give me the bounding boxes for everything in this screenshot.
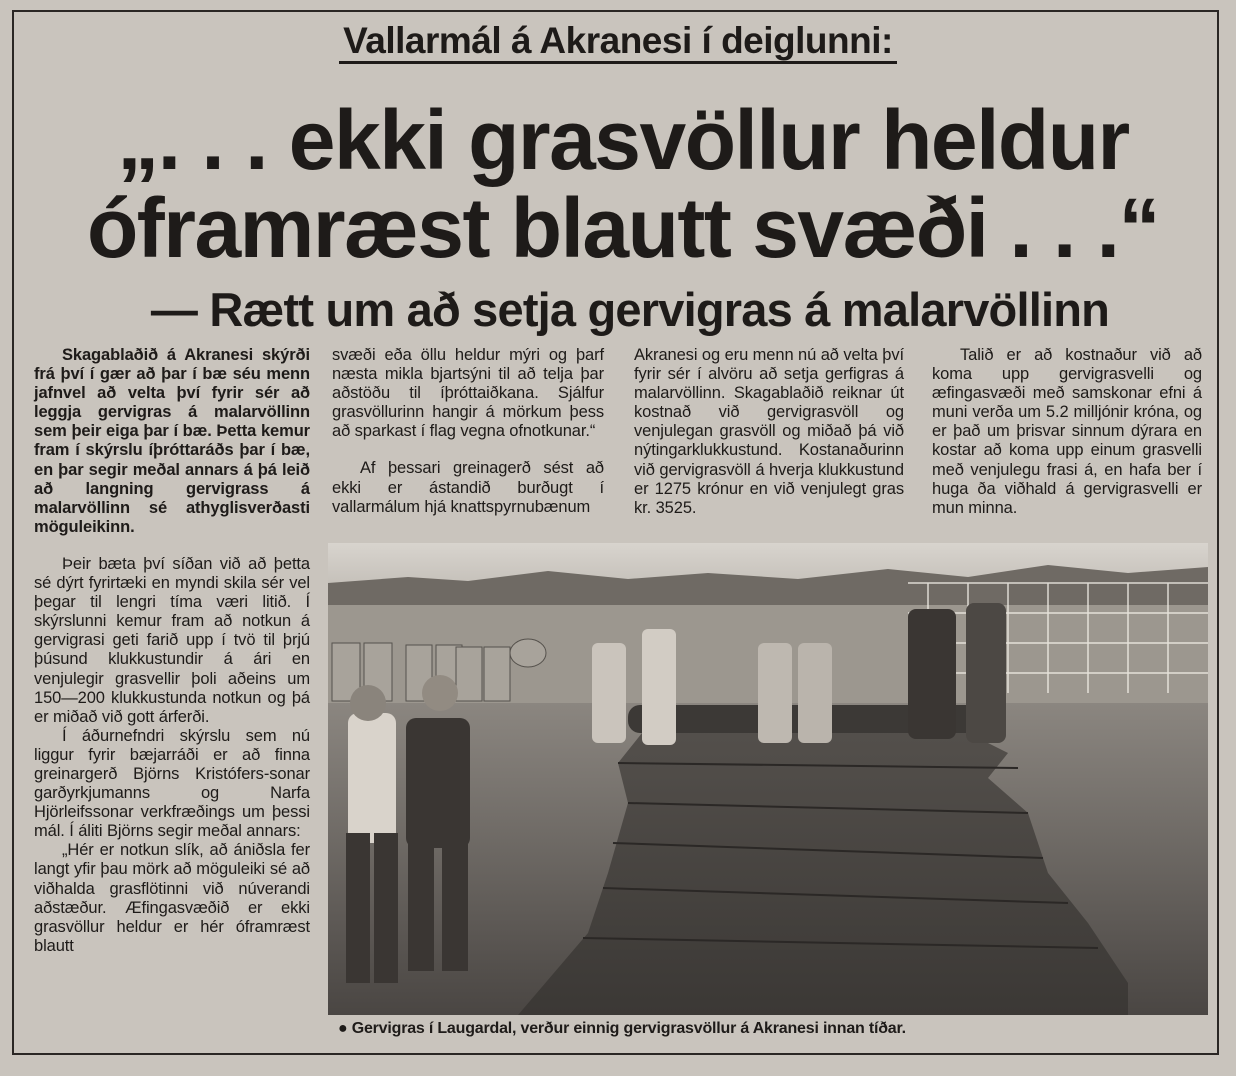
paragraph: Af þessari greinagerð sést að ekki er ástandið burðugt í vallarmálum hjá knattspyrnubænum	[332, 459, 604, 516]
paragraph: svæði eða öllu heldur mýri og þarf næsta mikla bjartsýni til að telja þar aðstöðu til íþróttaiðkana. Sjálfur grasvöllurinn hangir á mörkum þess að sparkast í flag vegna ofnotkunar.“	[332, 346, 604, 441]
headline-line-2: óframræst blautt svæði . . .“	[86, 181, 1160, 275]
lead-paragraph: Skagablaðið á Akranesi skýrði frá því í gær að þar í bæ séu menn jafnvel að velta því fyrir sér að leggja gervigras á malarvöllinn sem þeir eiga þar í bæ. Þetta kemur fram í skýrslu íþróttaráðs þar í bæ, en þar segir meðal annars á þá leið að langning gervigrass á malarvöllinn sé athyglisverðasti möguleikinn.	[34, 346, 310, 536]
text-column-4	[932, 346, 1202, 518]
quote-paragraph: „Hér er notkun slík, að ániðsla fer langt yfir þau mörk að möguleiki sé að viðhalda grasflötinni við núverandi aðstæður. Æfingasvæðið er ekki grasvöllur heldur er hér óframræst blautt	[34, 841, 310, 955]
paragraph: Talið er að kostnaður við að koma upp gervigrasvelli og æfingasvæði með samskonar efni á muni verða um 5.2 milljónir króna, og er það um þrisvar sinnum dýrara en kostar að koma upp einum grasvelli með venjulegu frasi á, en hafa ber í huga ða viðhald á gervigrasvelli er mun minna.	[932, 346, 1202, 517]
paragraph: Akranesi og eru menn nú að velta því fyrir sér í alvöru að setja gerfigras á malarvöllinn. Skagablaðið reiknar út kostnað við gervigrasvöll og venjulegan grasvöll og miðað þá við nýtingarklukkustund. Kostanaðurinn við gervigrasvöll á hverja klukkustund er 1275 krónur en við venjulegt gras kr. 3525.	[634, 346, 904, 517]
paragraph: Þeir bæta því síðan við að þetta sé dýrt fyrirtæki en myndi skila sér vel þegar til lengri tíma væri litið. Í skýrslunni kemur fram að notkun á gervigrasi geti farið upp í tvö til þrjú þúsund klukkustundir á ári en venjulegir grasvellir þoli aðeins um 150—200 klukkustunda notkun og þá er miðað við gott árferði.	[34, 554, 310, 726]
subheadline: — Rætt um að setja gervigras á malarvöllinn	[150, 283, 1110, 336]
headline	[28, 93, 1218, 275]
text-column-2	[332, 346, 604, 517]
article-kicker: Vallarmál á Akranesi í deiglunni:	[0, 20, 1236, 62]
text-column-3	[634, 346, 904, 518]
article-photo	[328, 543, 1208, 1015]
photo-illustration	[328, 543, 1208, 1015]
headline-line-1: „. . . ekki grasvöllur heldur	[117, 93, 1129, 187]
photo-caption: ● Gervigras í Laugardal, verður einnig gervigrasvöllur á Akranesi innan tíðar.	[338, 1020, 906, 1037]
text-column-1	[34, 346, 310, 956]
paragraph: Í áðurnefndri skýrslu sem nú liggur fyrir bæjarráði er að finna greinargerð Björns Kristófers-sonar garðyrkjumanns og Narfa Hjörleifssonar verkfræðings um þessi mál. Í áliti Björns segir meðal annars:	[34, 726, 310, 841]
